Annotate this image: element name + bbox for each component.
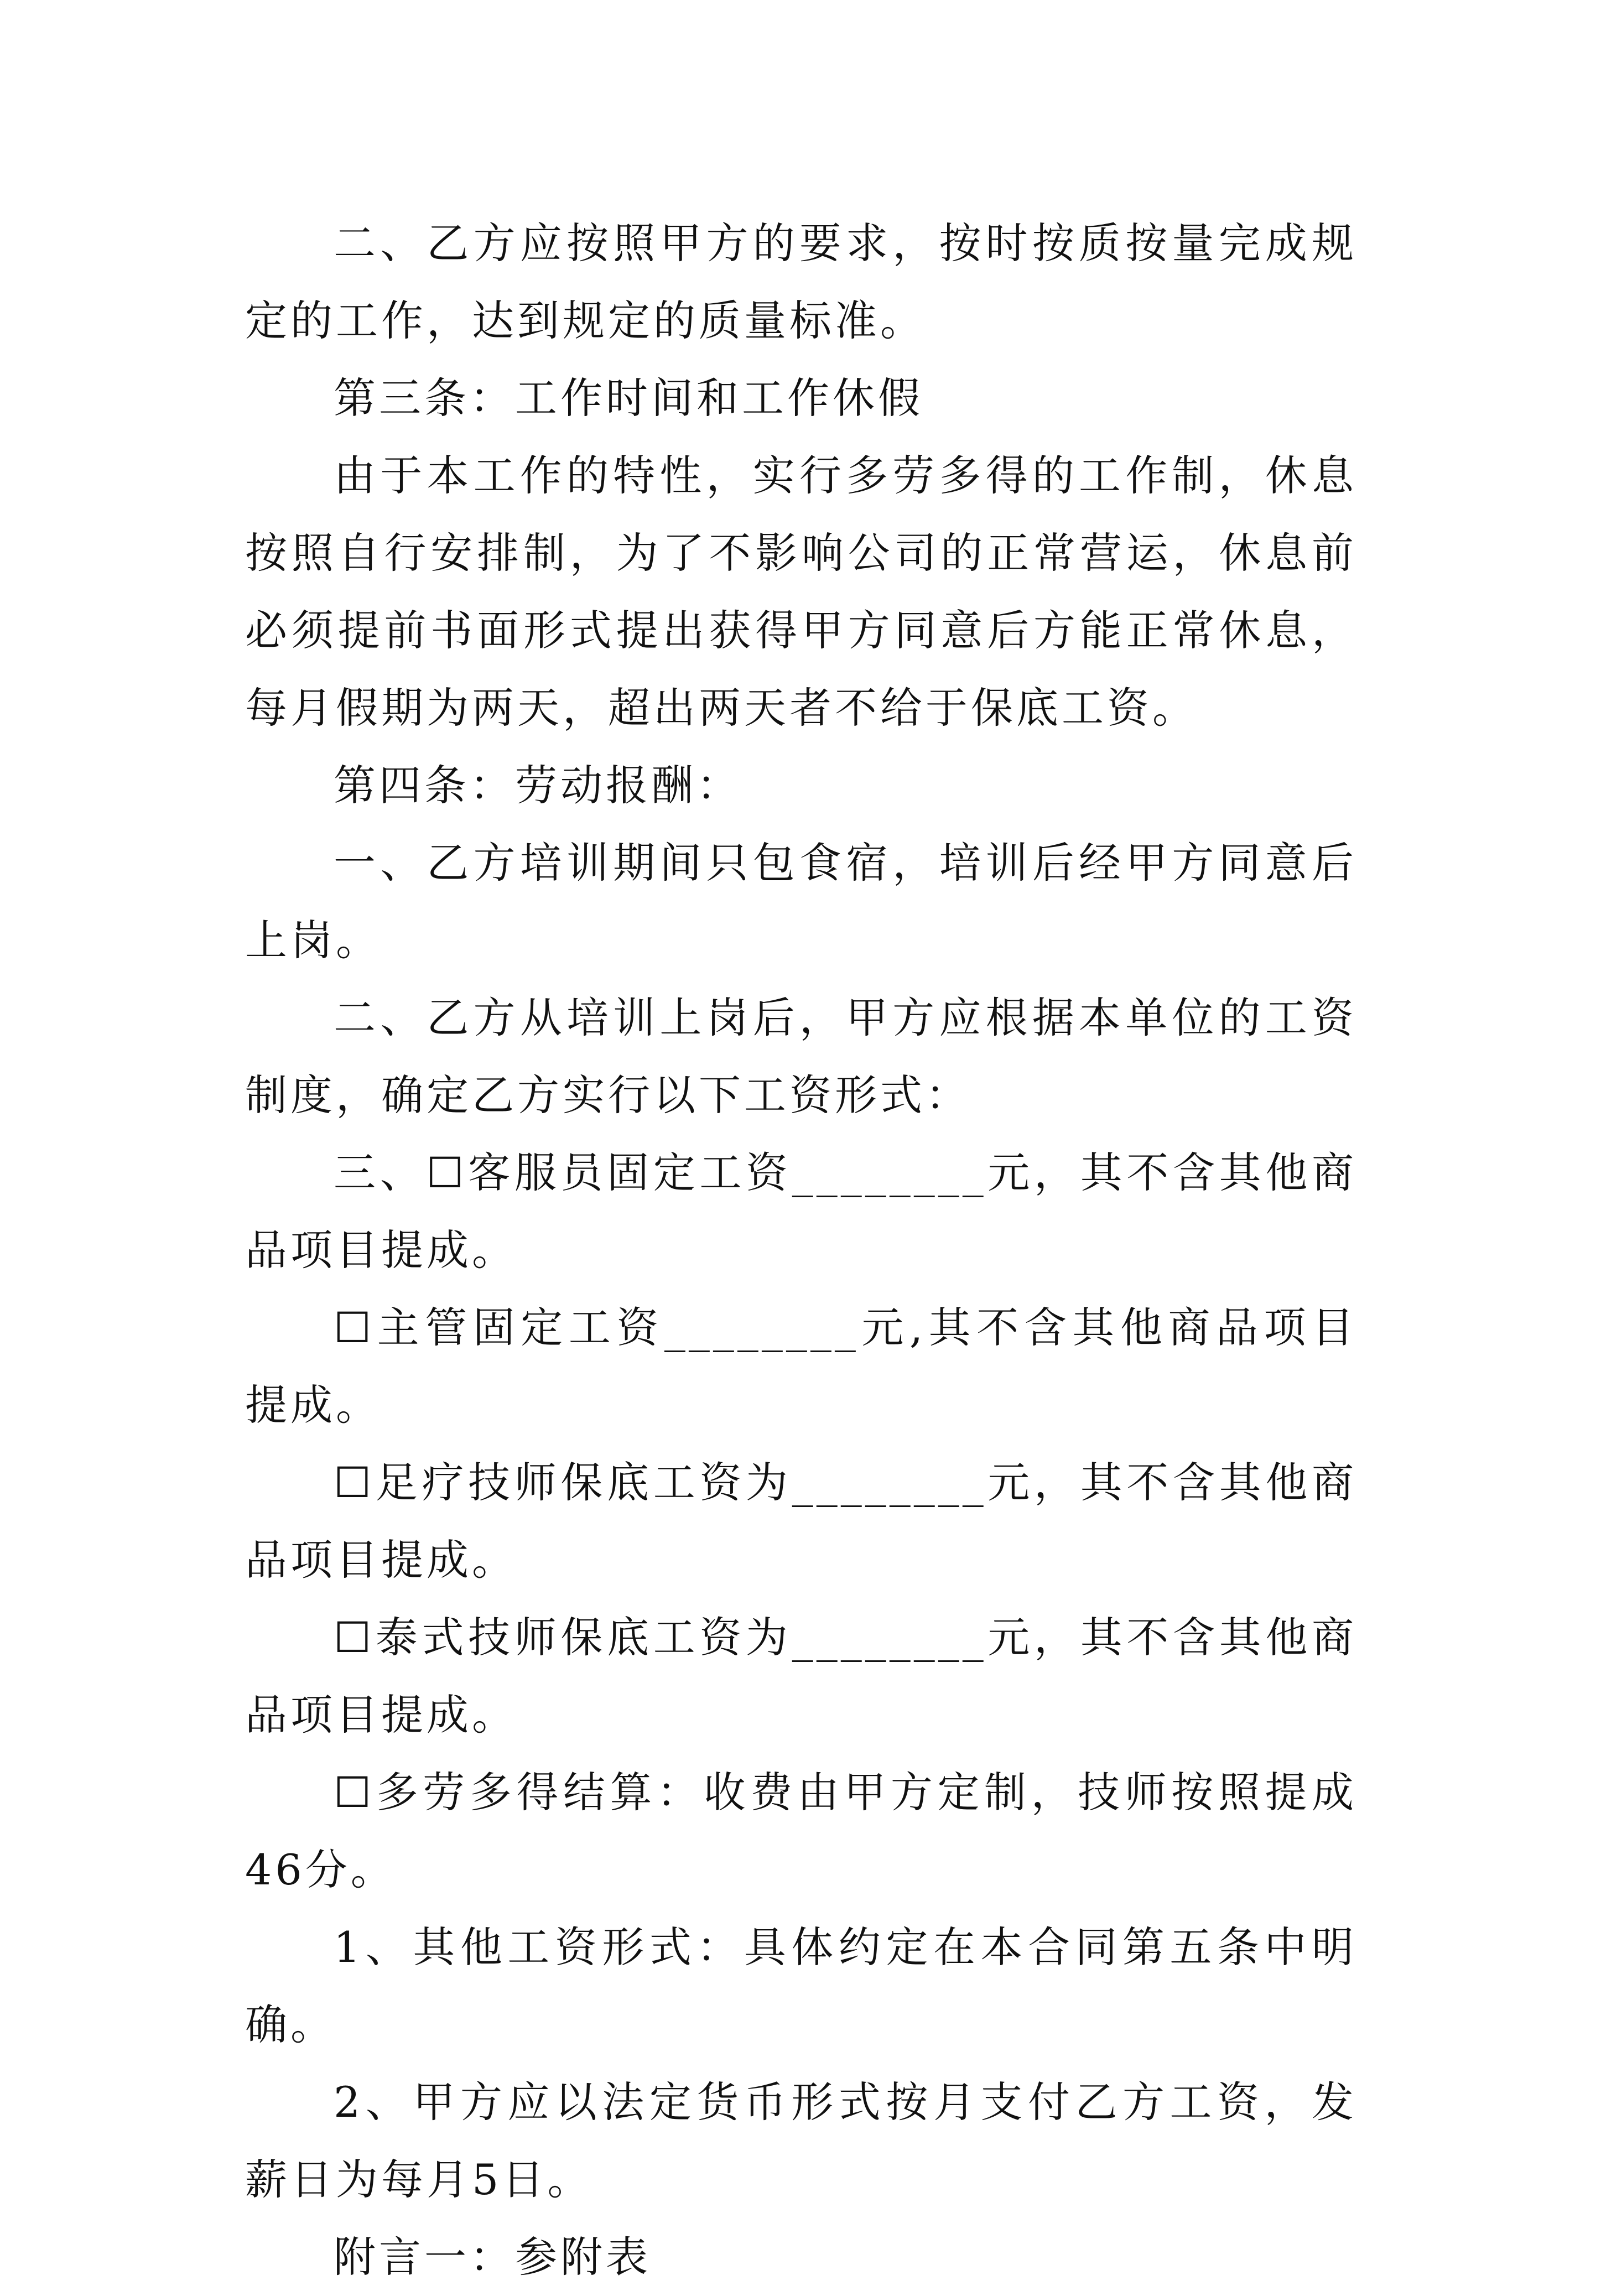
paragraph-commission: [245, 1754, 1357, 1909]
paragraph-text: 附言一：参附表: [334, 2232, 651, 2282]
paragraph-text: 一、乙方培训期间只包食宿，培训后经甲方同意后上岗。: [245, 838, 1357, 965]
paragraph-text: ☐泰式技师保底工资为________元，其不含其他商品项目提成。: [245, 1613, 1357, 1739]
paragraph-text: 1、其他工资形式：具体约定在本合同第五条中明确。: [245, 1923, 1357, 2049]
paragraph-text: ☐足疗技师保底工资为________元，其不含其他商品项目提成。: [245, 1458, 1357, 1585]
paragraph-text: 第四条：劳动报酬：: [334, 761, 742, 810]
paragraph-text: 由于本工作的特性，实行多劳多得的工作制，休息按照自行安排制，为了不影响公司的正常营运，休息前必须提前书面形式提出获得甲方同意后方能正常休息，每月假期为两天，超出两天者不给于保底工资。: [245, 451, 1357, 733]
paragraph-work-hours: [245, 437, 1357, 747]
paragraph-text: 二、乙方应按照甲方的要求，按时按质按量完成规定的工作，达到规定的质量标准。: [245, 219, 1357, 345]
heading-article-4: [245, 747, 1357, 824]
paragraph-text: 三、☐客服员固定工资________元，其不含其他商品项目提成。: [245, 1148, 1357, 1275]
paragraph-text: ☐主管固定工资________元,其不含其他商品项目提成。: [245, 1303, 1357, 1430]
paragraph-thai-therapist-wage: [245, 1599, 1357, 1754]
paragraph-text: ☐多劳多得结算：收费由甲方定制，技师按照提成46分。: [245, 1768, 1357, 1894]
paragraph-training: [245, 824, 1357, 979]
paragraph-supervisor-wage: [245, 1289, 1357, 1444]
paragraph-wage-system: [245, 979, 1357, 1134]
document-body: [245, 205, 1357, 2296]
paragraph-other-wage: [245, 1909, 1357, 2064]
paragraph-appendix: [245, 2219, 1357, 2296]
paragraph-text: 第三条：工作时间和工作休假: [334, 373, 923, 423]
paragraph-payday: [245, 2064, 1357, 2219]
paragraph-quality-requirement: [245, 205, 1357, 360]
heading-article-3: [245, 360, 1357, 437]
paragraph-customer-service-wage: [245, 1134, 1357, 1289]
paragraph-foot-therapist-wage: [245, 1444, 1357, 1599]
paragraph-text: 2、甲方应以法定货币形式按月支付乙方工资，发薪日为每月5日。: [245, 2077, 1357, 2204]
paragraph-text: 二、乙方从培训上岗后，甲方应根据本单位的工资制度，确定乙方实行以下工资形式：: [245, 993, 1357, 1120]
